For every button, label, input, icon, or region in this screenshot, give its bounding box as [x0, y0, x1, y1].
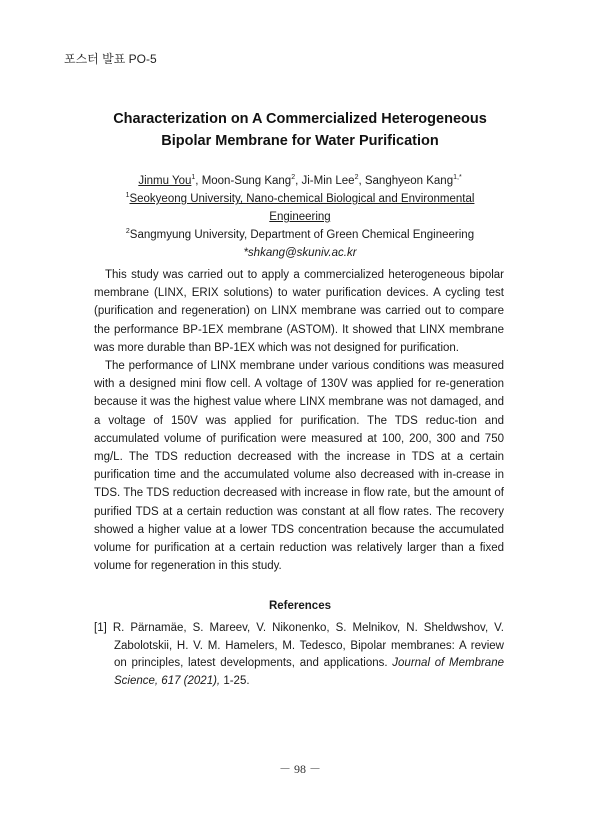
abstract-paragraph-1: This study was carried out to apply a commercialized heterogeneous bipolar membrane (LINX, ERIX solutions) to water purification devices. A cycling test (purification and regeneration) on LINX membrane was carried out to compare the performance BP-1EX membrane (ASTOM). It showed that LINX membrane was more durable than BP-1EX which was not designed for purification. [94, 269, 504, 354]
affiliation-2-text: Sangmyung University, Department of Green Chemical Engineering [129, 229, 475, 241]
affiliation-1 [60, 190, 540, 208]
author-2-sup: 2 [291, 174, 296, 182]
reference-pages: 1-25. [223, 674, 250, 687]
reference-label: [1] [94, 622, 107, 634]
affiliation-1-cont [60, 208, 540, 226]
author-1: Jinmu You [138, 175, 192, 187]
affiliation-2-sup: 2 [125, 228, 130, 236]
abstract-paragraph-2: The performance of LINX membrane under various conditions was measured with a designed mini flow cell. A voltage of 130V was applied for re-generation because it was the highest value where LINX membrane was not damaged, and a voltage of 150V was applied for purification. The TDS reduc-tion and accumulated volume of purification were measured at 100, 200, 300 and 750 mg/L. The TDS reduction decreased with the increase in TDS at a certain purification time and the accumulated volume also decreased with in-crease in TDS. The TDS reduction decreased with increase in flow rate, but the amount of purified TDS at a certain reduction was constant at all flow rates. The recovery showed a higher value at a lower TDS concentration because the accumulated volume for purification at a certain reduction was relatively larger than a fixed volume for regeneration in this study. [94, 360, 504, 573]
reference-item [94, 620, 504, 690]
affiliation-1-line-1: Seokyeong University, Nano-chemical Biological and Environmental [129, 193, 475, 205]
corresponding-email: *shkang@skuniv.ac.kr [243, 247, 357, 259]
title-line-2: Bipolar Membrane for Water Purification [161, 133, 439, 149]
section-header: 포스터 발표 PO-5 [64, 52, 157, 66]
author-3-sup: 2 [354, 174, 359, 182]
author-block [60, 172, 540, 262]
author-3: Ji-Min Lee [301, 175, 355, 187]
author-4: Sanghyeon Kang [364, 175, 454, 187]
affiliation-1-line-2: Engineering [269, 211, 331, 223]
reference-text: R. Pärnamäe, S. Mareev, V. Nikonenko, S. Melnikov, N. Sheldwshov, V. Zabolotskii, H. V. M. Hamelers, M. Tedesco, Bipolar membranes: A review on principles, latest developments, and applications. [112, 622, 504, 669]
affiliation-1-sup: 1 [125, 192, 130, 200]
page-number: － 98 － [278, 762, 321, 776]
paper-title [60, 108, 540, 152]
title-line-1: Characterization on A Commercialized Heterogeneous [113, 111, 487, 127]
author-4-sup: 1,* [453, 174, 462, 182]
affiliation-2 [60, 226, 540, 244]
abstract [94, 266, 504, 575]
author-2: Moon-Sung Kang [201, 175, 292, 187]
reference-journal: Journal of Membrane Science, 617 (2021), [114, 657, 504, 687]
author-list: Jinmu You$^1$, Moon-Sung Kang$^2$, Ji-Min Lee$^2$, Sanghyeon Kang$^{1,*}$ [138, 174, 462, 187]
author-1-sup: 1 [191, 174, 196, 182]
references-heading: References [268, 600, 331, 612]
